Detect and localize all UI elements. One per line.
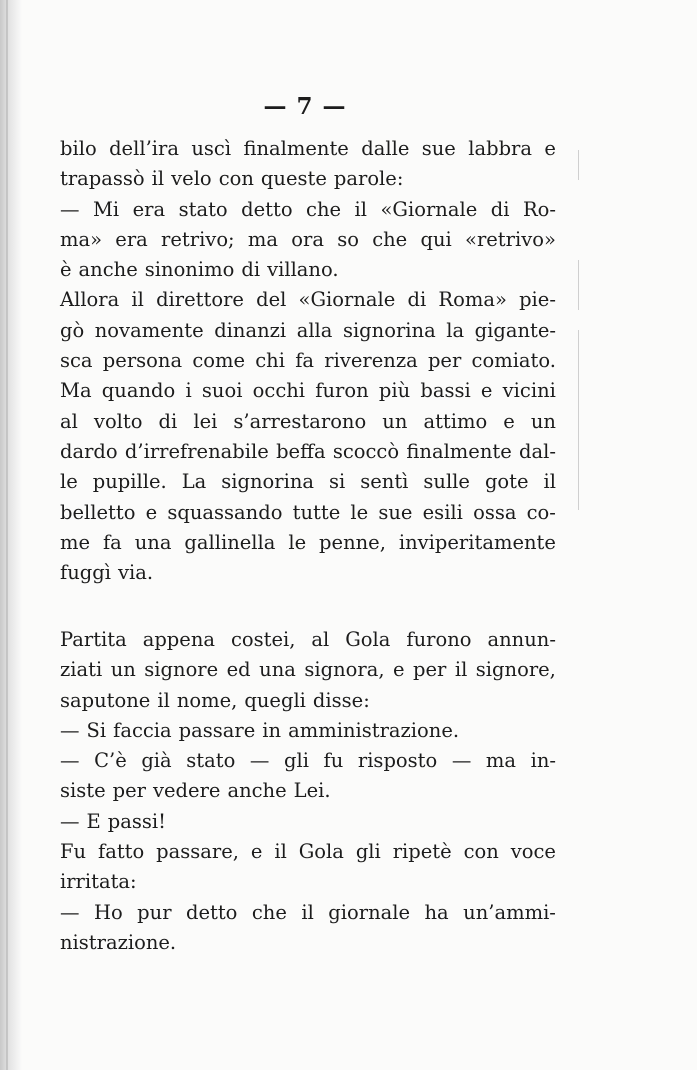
text-line: Allora il direttore del «Giornale di Roma» pie- bbox=[60, 288, 556, 312]
paragraph-group-1 bbox=[60, 134, 556, 588]
text-line: — Mi era stato detto che il «Giornale di Ro- bbox=[60, 197, 556, 221]
text-line: siste per vedere anche Lei. bbox=[60, 779, 331, 803]
text-line: irritata: bbox=[60, 870, 137, 894]
text-line: Ma quando i suoi occhi furon più bassi e vicini bbox=[60, 379, 556, 403]
text-line: me fa una gallinella le penne, inviperitamente bbox=[60, 530, 556, 554]
text-line: Partita appena costei, al Gola furono annun- bbox=[60, 628, 556, 651]
text-line: — Ho pur detto che il giornale ha un’ammi- bbox=[60, 900, 556, 924]
text-line: saputone il nome, quegli disse: bbox=[60, 688, 370, 712]
text-line: è anche sinonimo di villano. bbox=[60, 258, 339, 282]
text-line: bilo dell’ira uscì finalmente dalle sue labbra e bbox=[60, 137, 556, 160]
text-line: sca persona come chi fa riverenza per comiato. bbox=[60, 349, 556, 373]
scan-mark bbox=[578, 330, 579, 510]
scan-mark bbox=[578, 260, 579, 310]
text-line: — C’è già stato — gli fu risposto — ma in- bbox=[60, 749, 556, 773]
text-line: ma» era retrivo; ma ora so che qui «retrivo» bbox=[60, 227, 556, 251]
text-line: gò novamente dinanzi alla signorina la gigante- bbox=[60, 318, 556, 342]
page-gutter-line bbox=[6, 0, 8, 1070]
text-line: trapassò il velo con queste parole: bbox=[60, 167, 404, 191]
page-gutter-shadow bbox=[0, 0, 22, 1070]
text-line: le pupille. La signorina si sentì sulle gote il bbox=[60, 470, 556, 494]
text-line: — E passi! bbox=[60, 809, 166, 833]
paragraph-group-2 bbox=[60, 625, 556, 958]
scan-mark bbox=[578, 150, 579, 180]
text-line: — Si faccia passare in amministrazione. bbox=[60, 718, 460, 742]
text-line: al volto di lei s’arrestarono un attimo e un bbox=[60, 409, 556, 433]
text-line: nistrazione. bbox=[60, 930, 177, 954]
text-line: ziati un signore ed una signora, e per il signore, bbox=[60, 658, 556, 682]
text-line: fuggì via. bbox=[60, 561, 154, 585]
text-line: Fu fatto passare, e il Gola gli ripetè con voce bbox=[60, 840, 556, 864]
text-line: dardo d’irrefrenabile beffa scoccò finalmente dal- bbox=[60, 439, 556, 463]
text-line: belletto e squassando tutte le sue esili ossa co- bbox=[60, 500, 556, 524]
page-number: — 7 — bbox=[263, 93, 347, 120]
